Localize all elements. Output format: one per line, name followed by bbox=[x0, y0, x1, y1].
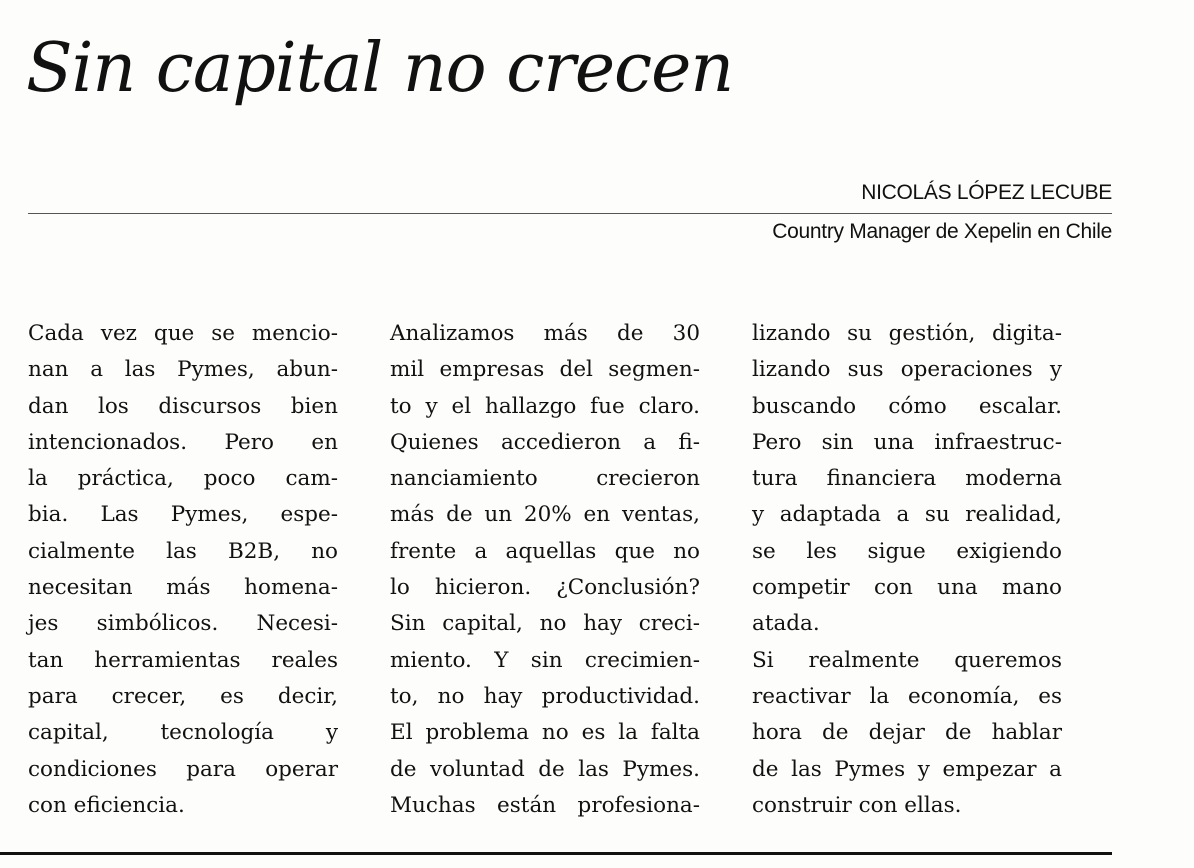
text-column-2 bbox=[390, 316, 700, 824]
text-line: cialmente las B2B, no bbox=[28, 538, 338, 564]
text-line: Quienes accedieron a fi- bbox=[390, 429, 700, 455]
text-line: bia. Las Pymes, espe- bbox=[28, 502, 338, 528]
text-line: nanciamiento crecieron bbox=[390, 466, 700, 492]
text-line: reactivar la economía, es bbox=[752, 683, 1062, 709]
text-line: condiciones para operar bbox=[28, 756, 338, 782]
text-line: capital, tecnología y bbox=[28, 720, 338, 746]
text-line: construir con ellas. bbox=[752, 792, 962, 818]
text-line: Si realmente queremos bbox=[752, 647, 1062, 673]
text-line: la práctica, poco cam- bbox=[28, 466, 338, 492]
text-line: buscando cómo escalar. bbox=[752, 393, 1062, 419]
text-line: atada. bbox=[752, 611, 820, 637]
byline-divider bbox=[28, 213, 1112, 214]
text-line: para crecer, es decir, bbox=[28, 683, 338, 709]
text-line: frente a aquellas que no bbox=[390, 538, 700, 564]
text-line: mil empresas del segmen- bbox=[390, 357, 700, 383]
text-column-1 bbox=[28, 316, 338, 824]
text-line: nan a las Pymes, abun- bbox=[28, 357, 338, 383]
text-line: miento. Y sin crecimien- bbox=[390, 647, 700, 673]
text-line: necesitan más homena- bbox=[28, 575, 338, 601]
text-line: se les sigue exigiendo bbox=[752, 538, 1062, 564]
text-line: competir con una mano bbox=[752, 575, 1062, 601]
text-line: y adaptada a su realidad, bbox=[752, 502, 1062, 528]
text-line: lizando su gestión, digita- bbox=[752, 321, 1062, 346]
text-line: con eficiencia. bbox=[28, 792, 185, 818]
author-name: NICOLÁS LÓPEZ LECUBE bbox=[861, 181, 1112, 204]
text-line: Analizamos más de 30 bbox=[390, 321, 700, 346]
text-line: Pero sin una infraestruc- bbox=[752, 429, 1062, 455]
text-line: Cada vez que se mencio- bbox=[28, 321, 338, 346]
text-line: lo hicieron. ¿Conclusión? bbox=[390, 575, 700, 601]
author-role: Country Manager de Xepelin en Chile bbox=[772, 220, 1112, 243]
text-line: El problema no es la falta bbox=[390, 720, 700, 746]
bottom-divider bbox=[0, 852, 1112, 855]
text-line: dan los discursos bien bbox=[28, 393, 338, 419]
text-line: intencionados. Pero en bbox=[28, 429, 338, 455]
text-line: de las Pymes y empezar a bbox=[752, 756, 1062, 782]
text-line: Muchas están profesiona- bbox=[390, 792, 700, 818]
article-body bbox=[28, 316, 1062, 824]
text-line: jes simbólicos. Necesi- bbox=[28, 611, 338, 637]
text-line: to y el hallazgo fue claro. bbox=[390, 393, 700, 419]
text-line: Sin capital, no hay creci- bbox=[390, 611, 700, 637]
article-headline: Sin capital no crecen bbox=[26, 29, 734, 108]
text-line: lizando sus operaciones y bbox=[752, 357, 1062, 383]
text-line: de voluntad de las Pymes. bbox=[390, 756, 700, 782]
text-line: tura financiera moderna bbox=[752, 466, 1062, 492]
text-line: más de un 20% en ventas, bbox=[390, 502, 700, 528]
text-line: to, no hay productividad. bbox=[390, 683, 700, 709]
text-column-3 bbox=[752, 316, 1062, 824]
text-line: hora de dejar de hablar bbox=[752, 720, 1062, 746]
text-line: tan herramientas reales bbox=[28, 647, 338, 673]
